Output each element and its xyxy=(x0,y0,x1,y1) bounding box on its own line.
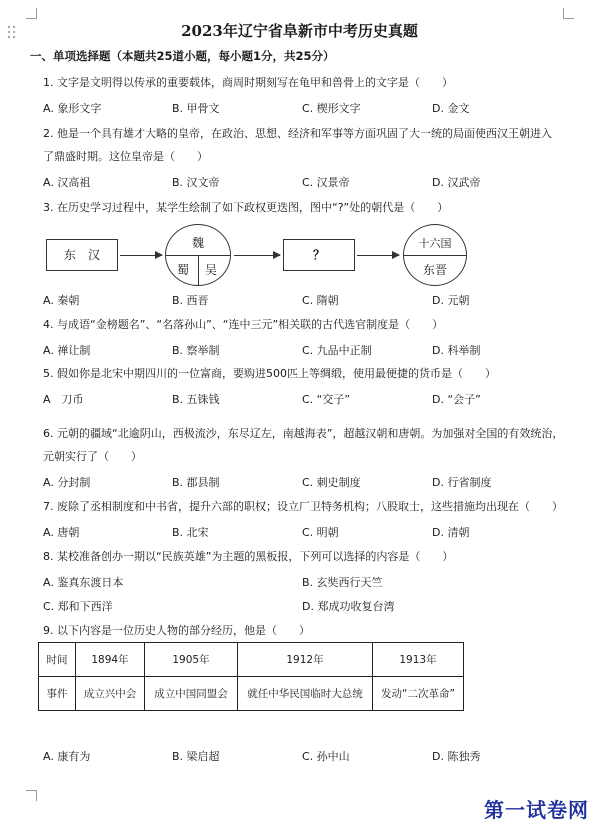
q9-option-d: D. 陈独秀 xyxy=(432,750,481,763)
table-row xyxy=(39,677,464,711)
q2-option-a: A. 汉高祖 xyxy=(43,176,91,189)
q5-option-c: C. “交子” xyxy=(302,393,351,406)
circle-label-wu: 吴 xyxy=(205,263,218,277)
table-cell: 1894年 xyxy=(76,643,145,677)
question-9: 9. 以下内容是一位历史人物的部分经历，他是（ ） xyxy=(43,624,310,637)
q7-option-c: C. 明朝 xyxy=(302,526,339,539)
q2-option-c: C. 汉景帝 xyxy=(302,176,350,189)
q8-option-b: B. 玄奘西行天竺 xyxy=(302,576,383,589)
table-cell: 就任中华民国临时大总统 xyxy=(238,677,373,711)
q4-option-c: C. 九品中正制 xyxy=(302,344,372,357)
table-cell: 成立中国同盟会 xyxy=(145,677,238,711)
q1-option-c: C. 楔形文字 xyxy=(302,102,361,115)
circle-label-shiliuguo: 十六国 xyxy=(418,237,452,250)
q4-option-a: A. 禅让制 xyxy=(43,344,91,357)
q3-option-d: D. 元朝 xyxy=(432,294,470,307)
q7-option-d: D. 清朝 xyxy=(432,526,470,539)
arrow-icon xyxy=(234,255,280,256)
q3-option-c: C. 隋朝 xyxy=(302,294,339,307)
question-3: 3. 在历史学习过程中，某学生绘制了如下政权更迭图，图中“?”处的朝代是（ ） xyxy=(43,201,449,214)
q8-option-c: C. 郑和下西洋 xyxy=(43,600,113,613)
q6-option-a: A. 分封制 xyxy=(43,476,91,489)
crop-mark xyxy=(563,8,574,19)
question-1: 1. 文字是文明得以传承的重要载体，商周时期刻写在龟甲和兽骨上的文字是（ ） xyxy=(43,76,453,89)
circle-label-shu: 蜀 xyxy=(177,263,190,277)
question-6: 6. 元朝的疆域“北逾阴山，西极流沙，东尽辽左，南越海表”，超越汉朝和唐朝。为加强对全国的有效统治， xyxy=(43,427,564,440)
question-8: 8. 某校准备创办一期以“民族英雄”为主题的黑板报，下列可以选择的内容是（ ） xyxy=(43,550,454,563)
dynasty-circle-three-kingdoms xyxy=(165,224,231,286)
q1-option-d: D. 金文 xyxy=(432,102,470,115)
question-2-cont: 了鼎盛时期。这位皇帝是（ ） xyxy=(43,150,208,163)
table-cell: 1905年 xyxy=(145,643,238,677)
q1-option-b: B. 甲骨文 xyxy=(172,102,220,115)
question-4: 4. 与成语“金榜题名”、“名落孙山”、“连中三元”相关联的古代选官制度是（ ） xyxy=(43,318,444,331)
q7-option-a: A. 唐朝 xyxy=(43,526,80,539)
question-6-cont: 元朝实行了（ ） xyxy=(43,450,142,463)
question-5: 5. 假如你是北宋中期四川的一位富商，要购进500匹上等绸缎，使用最便捷的货币是（ ） xyxy=(43,367,496,380)
q6-option-b: B. 郡县制 xyxy=(172,476,220,489)
table-row xyxy=(39,643,464,677)
table-cell: 1913年 xyxy=(373,643,464,677)
q2-option-d: D. 汉武帝 xyxy=(432,176,481,189)
q7-option-b: B. 北宋 xyxy=(172,526,209,539)
arrow-icon xyxy=(357,255,399,256)
circle-label-wei: 魏 xyxy=(191,236,204,250)
q9-option-b: B. 梁启超 xyxy=(172,750,220,763)
dynasty-box-unknown: ？ xyxy=(283,239,355,271)
question-2: 2. 他是一个具有雄才大略的皇帝，在政治、思想、经济和军事等方面巩固了大一统的局面使西汉王朝进入 xyxy=(43,127,552,140)
table-cell: 发动“二次革命” xyxy=(373,677,464,711)
table-header-cell: 事件 xyxy=(39,677,76,711)
q3-option-a: A. 秦朝 xyxy=(43,294,80,307)
q9-option-c: C. 孙中山 xyxy=(302,750,350,763)
arrow-icon xyxy=(120,255,162,256)
q2-option-b: B. 汉文帝 xyxy=(172,176,220,189)
dynasty-circle-jin xyxy=(403,224,467,286)
q5-option-b: B. 五铢钱 xyxy=(172,393,220,406)
q5-option-a: A 刀币 xyxy=(43,393,84,406)
crop-mark xyxy=(26,8,37,19)
q6-option-d: D. 行省制度 xyxy=(432,476,492,489)
q4-option-b: B. 察举制 xyxy=(172,344,220,357)
circle-label-dongjin: 东晋 xyxy=(422,263,447,277)
section-heading: 一、单项选择题（本题共25道小题，每小题1分，共25分） xyxy=(30,49,335,63)
q6-option-c: C. 刺史制度 xyxy=(302,476,361,489)
q4-option-d: D. 科举制 xyxy=(432,344,481,357)
question-7: 7. 废除了丞相制度和中书省，提升六部的职权；设立厂卫特务机构；八股取士，这些措施均出现在（ ） xyxy=(43,500,563,513)
q9-option-a: A. 康有为 xyxy=(43,750,91,763)
q1-option-a: A. 象形文字 xyxy=(43,102,102,115)
crop-mark xyxy=(26,790,37,801)
table-header-cell: 时间 xyxy=(39,643,76,677)
table-cell: 1912年 xyxy=(238,643,373,677)
q5-option-d: D. “会子” xyxy=(432,393,481,406)
table-cell: 成立兴中会 xyxy=(76,677,145,711)
timeline-table xyxy=(38,642,464,711)
q3-option-b: B. 西晋 xyxy=(172,294,209,307)
page-title: 2023年辽宁省阜新市中考历史真题 xyxy=(181,22,418,40)
q8-option-d: D. 郑成功收复台湾 xyxy=(302,600,395,613)
dynasty-box-donghan: 东 汉 xyxy=(46,239,118,271)
site-watermark: 第一试卷网 xyxy=(484,798,589,822)
q8-option-a: A. 鉴真东渡日本 xyxy=(43,576,124,589)
